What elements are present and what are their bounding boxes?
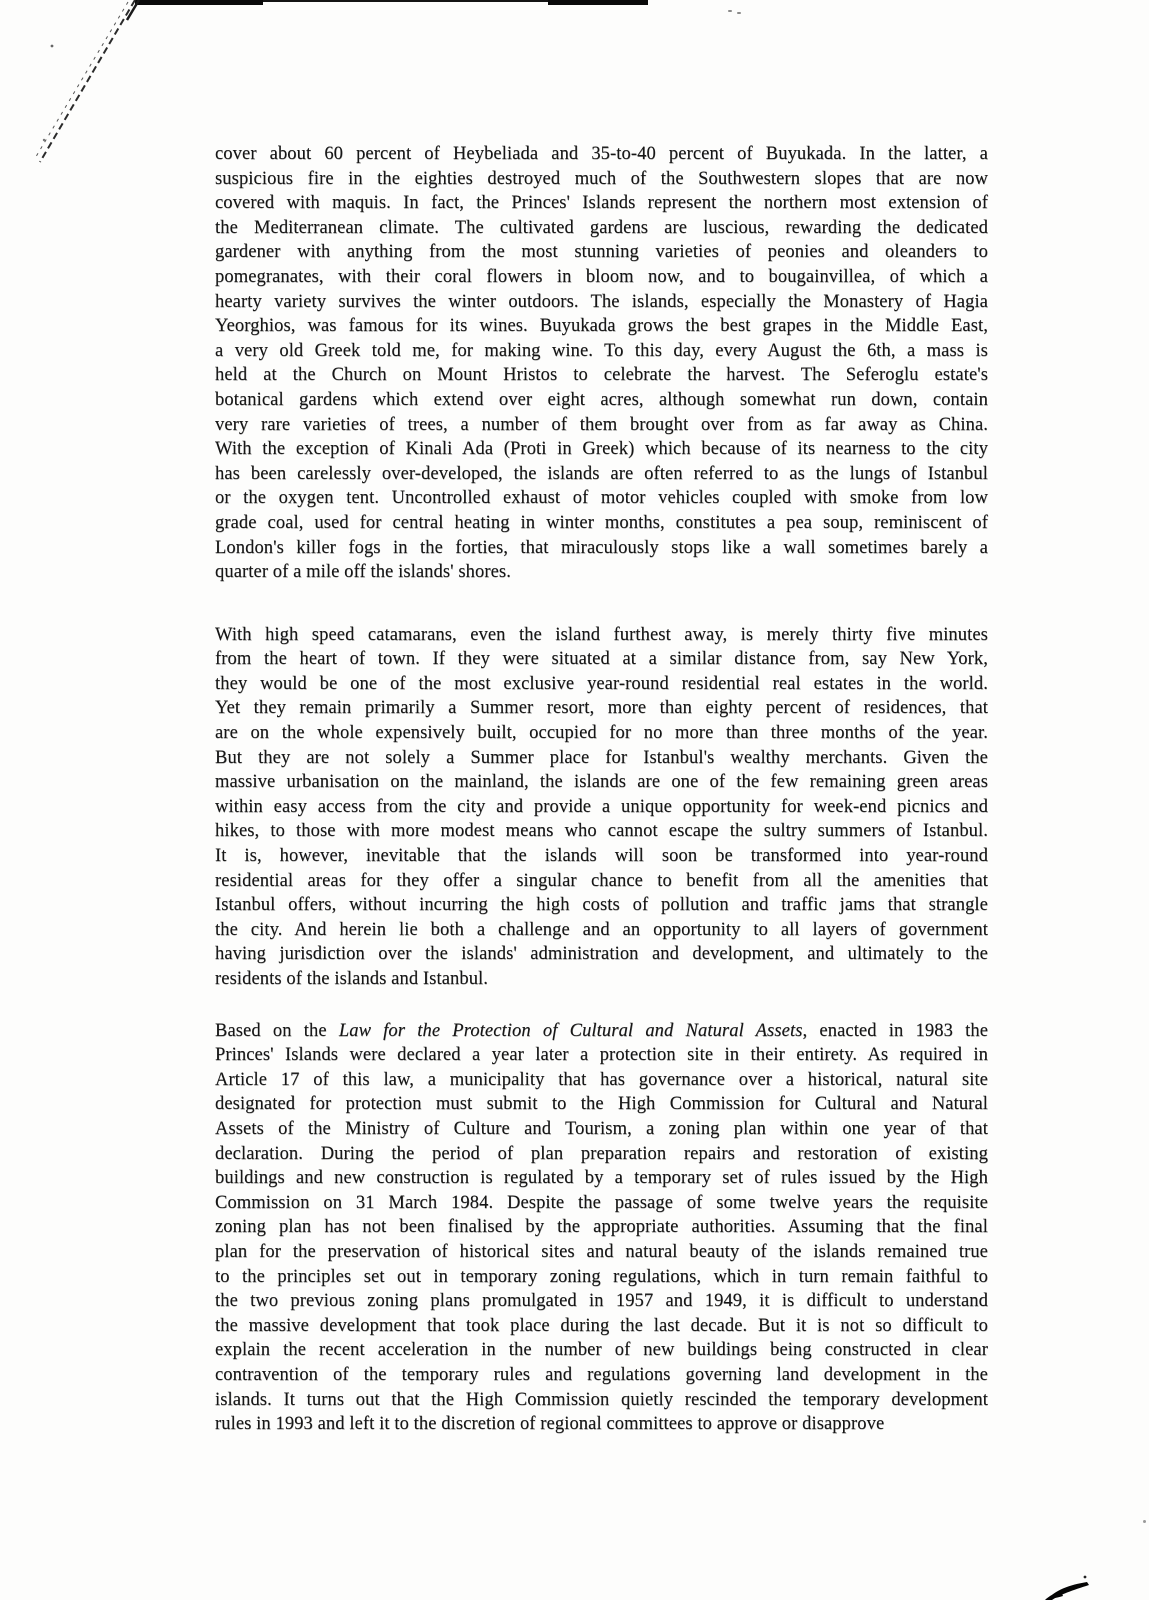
text-line [215, 770, 988, 795]
text-line [215, 240, 988, 265]
text-segment: declaration. During the period of plan preparation repairs and restoration of existing [215, 1143, 988, 1164]
text-line [215, 623, 988, 648]
text-line [215, 437, 988, 462]
ink-swoosh-mark [1035, 1572, 1105, 1600]
text-segment: zoning plan has not been finalised by the appropriate authorities. Assuming that the final [215, 1217, 988, 1238]
text-line [215, 918, 988, 943]
text-segment: Based on the [215, 1020, 339, 1041]
text-segment: has been carelessly over-developed, the islands are often referred to as the lungs of Istanbul [215, 463, 988, 484]
text-segment: buildings and new construction is regulated by a temporary set of rules issued by the High [215, 1168, 988, 1189]
text-line [215, 795, 988, 820]
text-segment: grade coal, used for central heating in winter months, constitutes a pea soup, reminiscent of [215, 512, 988, 533]
text-segment: Yet they remain primarily a Summer resort, more than eighty percent of residences, that [215, 698, 988, 719]
text-line [215, 486, 988, 511]
text-line [215, 1092, 988, 1117]
text-line [215, 1412, 988, 1437]
text-segment: having jurisdiction over the islands' administration and development, and ultimately to the [215, 944, 988, 965]
text-line [215, 696, 988, 721]
text-segment: covered with maquis. In fact, the Princes' Islands represent the northern most extension of [215, 193, 988, 214]
text-line [215, 363, 988, 388]
text-segment: rules in 1993 and left it to the discretion of regional committees to approve or disapprove [215, 1414, 885, 1435]
text-segment: the city. And herein lie both a challenge and an opportunity to all layers of government [215, 919, 988, 940]
text-segment: quarter of a mile off the islands' shores. [215, 562, 511, 583]
text-line [215, 142, 988, 167]
text-line [215, 167, 988, 192]
text-segment: a very old Greek told me, for making wine. To this day, every August the 6th, a mass is [215, 340, 988, 361]
text-line [215, 191, 988, 216]
scan-artifact-edge-dot [1143, 1520, 1146, 1523]
text-segment: are on the whole expensively built, occupied for no more than three months of the year. [215, 723, 988, 744]
text-line [215, 1215, 988, 1240]
text-line [215, 893, 988, 918]
text-line [215, 216, 988, 241]
scan-artifact-top-bar-right [548, 0, 648, 5]
text-segment: botanical gardens which extend over eight acres, although somewhat run down, contain [215, 389, 988, 410]
text-segment: they would be one of the most exclusive year-round residential real estates in the world. [215, 673, 988, 694]
text-line [215, 967, 988, 992]
text-segment: Commission on 31 March 1984. Despite the passage of some twelve years the requisite [215, 1192, 988, 1213]
text-line [215, 339, 988, 364]
document-body [215, 142, 988, 1437]
text-segment: explain the recent acceleration in the number of new buildings being constructed in clear [215, 1340, 988, 1361]
paragraph-3 [215, 1019, 988, 1437]
text-segment: plan for the preservation of historical sites and natural beauty of the islands remained true [215, 1241, 988, 1262]
text-segment: islands. It turns out that the High Commission quietly rescinded the temporary development [215, 1389, 988, 1410]
text-line [215, 314, 988, 339]
text-line [215, 290, 988, 315]
scan-artifact-dots [728, 10, 746, 15]
text-segment: the massive development that took place during the last decade. But it is not so difficult to [215, 1315, 988, 1336]
text-line [215, 462, 988, 487]
text-line [215, 672, 988, 697]
text-line [215, 1019, 988, 1044]
text-segment: within easy access from the city and provide a unique opportunity for week-end picnics and [215, 796, 988, 817]
paragraph-1 [215, 142, 988, 585]
text-segment: to the principles set out in temporary zoning regulations, which in turn remain faithful to [215, 1266, 988, 1287]
text-segment: With high speed catamarans, even the island furthest away, is merely thirty five minutes [215, 624, 988, 645]
text-segment: designated for protection must submit to the High Commission for Cultural and Natural [215, 1094, 988, 1115]
text-line [215, 1388, 988, 1413]
text-line [215, 511, 988, 536]
text-line [215, 265, 988, 290]
text-line [215, 388, 988, 413]
text-segment: the Mediterranean climate. The cultivated gardens are luscious, rewarding the dedicated [215, 217, 988, 238]
text-line [215, 1363, 988, 1388]
pen-mark-diagonal-lines [0, 0, 180, 210]
text-line [215, 413, 988, 438]
italic-law-title: Law for the Protection of Cultural and Natural Assets [338, 1020, 803, 1041]
text-segment: Assets of the Ministry of Culture and Tourism, a zoning plan within one year of that [215, 1118, 988, 1139]
text-segment: hikes, to those with more modest means who cannot escape the sultry summers of Istanbul. [215, 821, 988, 842]
text-line [215, 1166, 988, 1191]
text-segment: But they are not solely a Summer place for Istanbul's wealthy merchants. Given the [215, 747, 988, 768]
text-line [215, 1043, 988, 1068]
text-line [215, 942, 988, 967]
text-segment: residential areas for they offer a singular chance to benefit from all the amenities that [215, 870, 988, 891]
text-line [215, 536, 988, 561]
text-segment: Princes' Islands were declared a year later a protection site in their entirety. As required in [215, 1045, 988, 1066]
text-segment: very rare varieties of trees, a number of them brought over from as far away as China. [215, 414, 988, 435]
text-line [215, 819, 988, 844]
text-line [215, 1068, 988, 1093]
paragraph-2 [215, 623, 988, 992]
text-line [215, 721, 988, 746]
text-segment: the two previous zoning plans promulgated in 1957 and 1949, it is difficult to understand [215, 1291, 988, 1312]
text-line [215, 844, 988, 869]
text-line [215, 1314, 988, 1339]
text-segment: suspicious fire in the eighties destroyed much of the Southwestern slopes that are now [215, 168, 988, 189]
text-segment: hearty variety survives the winter outdoors. The islands, especially the Monastery of Hagia [215, 291, 988, 312]
text-line [215, 869, 988, 894]
text-line [215, 1191, 988, 1216]
text-segment: residents of the islands and Istanbul. [215, 969, 489, 989]
text-segment: from the heart of town. If they were situated at a similar distance from, say New York, [215, 649, 988, 670]
text-segment: gardener with anything from the most stunning varieties of peonies and oleanders to [215, 242, 988, 263]
text-line [215, 1117, 988, 1142]
text-line [215, 1289, 988, 1314]
text-segment: cover about 60 percent of Heybeliada and 35-to-40 percent of Buyukada. In the latter, a [215, 144, 988, 164]
text-line [215, 1265, 988, 1290]
text-line [215, 1338, 988, 1363]
text-line [215, 1142, 988, 1167]
text-segment: It is, however, inevitable that the islands will soon be transformed into year-round [215, 846, 988, 867]
text-segment: or the oxygen tent. Uncontrolled exhaust of motor vehicles coupled with smoke from low [215, 488, 988, 509]
text-segment: pomegranates, with their coral flowers in bloom now, and to bougainvillea, of which a [215, 266, 988, 287]
text-segment: With the exception of Kinali Ada (Proti in Greek) which because of its nearness to the city [215, 439, 988, 460]
text-segment: London's killer fogs in the forties, that miraculously stops like a wall sometimes barely a [215, 537, 988, 558]
text-segment: contravention of the temporary rules and regulations governing land development in the [215, 1364, 988, 1385]
text-segment: Yeorghios, was famous for its wines. Buyukada grows the best grapes in the Middle East, [215, 316, 988, 337]
text-line [215, 560, 988, 585]
text-segment: Istanbul offers, without incurring the high costs of pollution and traffic jams that strangle [215, 895, 988, 916]
text-line [215, 647, 988, 672]
text-segment: Article 17 of this law, a municipality that has governance over a historical, natural site [215, 1069, 988, 1090]
text-segment: massive urbanisation on the mainland, the islands are one of the few remaining green areas [215, 772, 988, 793]
text-line [215, 746, 988, 771]
text-segment: , enacted in 1983 the [802, 1020, 988, 1041]
text-segment: held at the Church on Mount Hristos to celebrate the harvest. The Seferoglu estate's [215, 365, 988, 386]
text-line [215, 1240, 988, 1265]
